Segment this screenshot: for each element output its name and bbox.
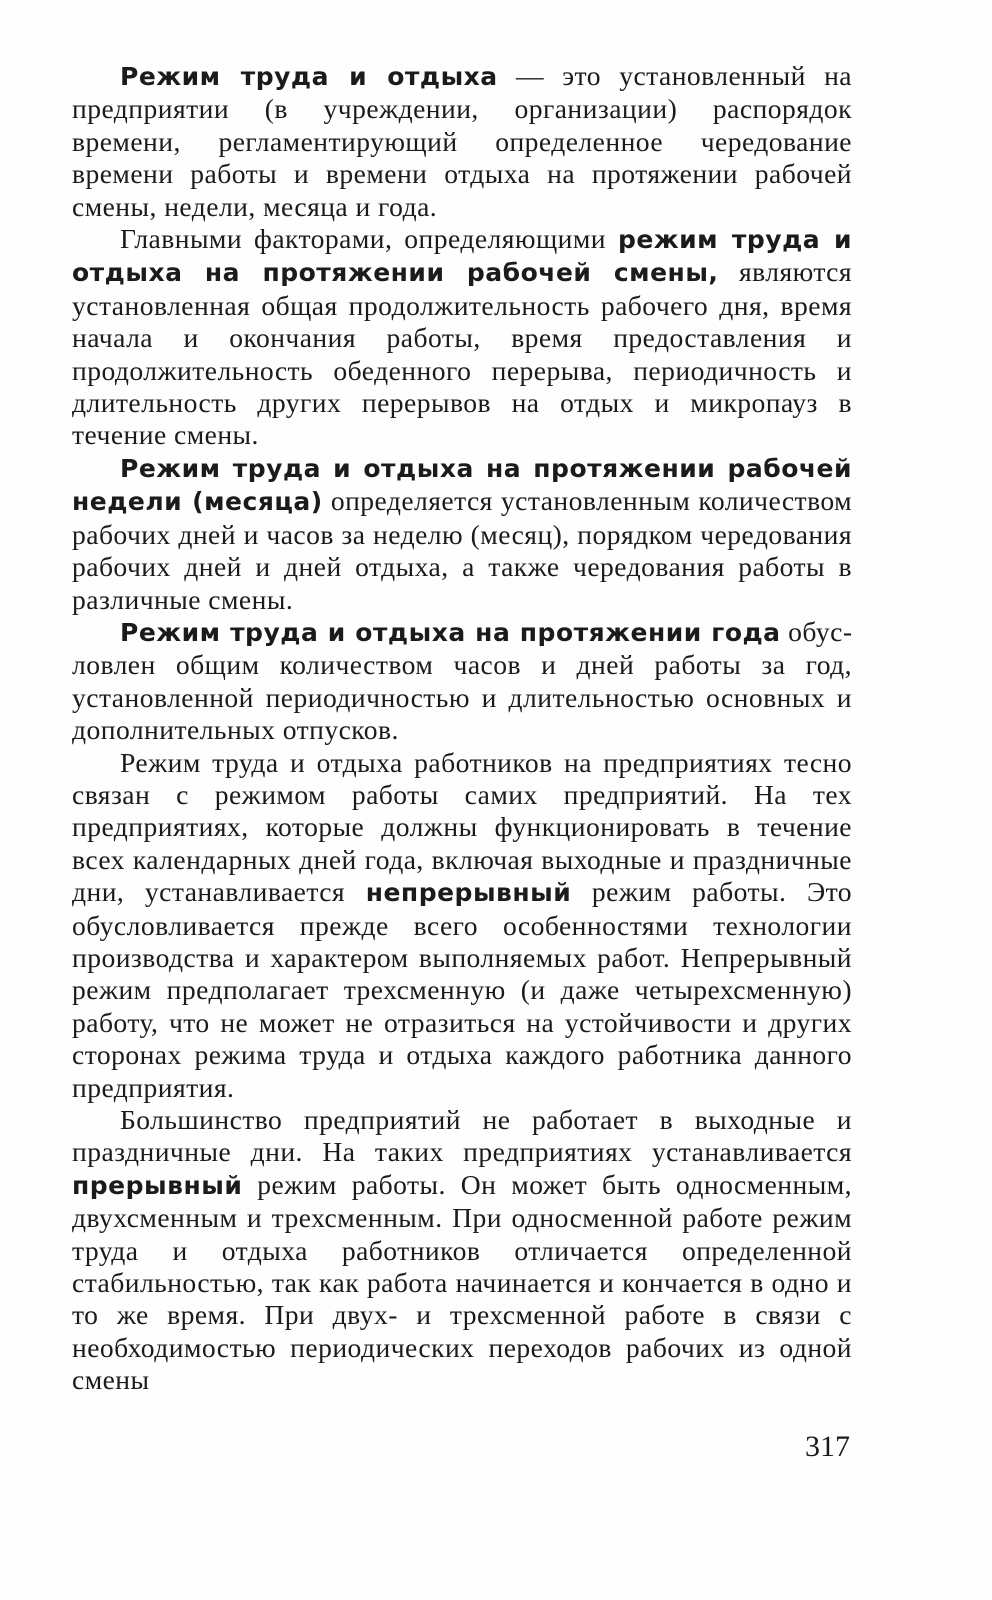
bold-term: Режим труда и отдыха <box>120 62 498 91</box>
body-text <box>72 60 852 1397</box>
text-run: Режим труда и отдыха работников на предприятиях тесно связан с режимом работы самих предприятий. На тех предприятиях, которые должны функционировать в течение всех календарных дней года, включая выходные и праздничные дни, устанавливается <box>72 746 852 908</box>
paragraph-6 <box>72 1104 852 1397</box>
bold-term: Режим труда и отдыха на протяжении рабочей недели (месяца) <box>72 453 852 517</box>
paragraph-1 <box>72 60 852 223</box>
bold-term: режим труда и отдыха на протяжении рабочей смены, <box>72 225 852 288</box>
bold-term: Режим труда и отдыха на протяжении года <box>120 617 781 647</box>
text-run: режим работы. Он может быть односменным, двухсменным и трехсменным. При односменной работе режим труда и отдыха работников отличается определенной стабильностью, так как работа начинается и кончается в одно и то же время. При двух- и трехсменной работе в связи с необходимостью периодических переходов рабочих из одной смены <box>72 1168 852 1396</box>
text-run: являются установленная общая продолжительность рабочего дня, время начала и окончания работы, время предоставления и продолжительность обеденного перерыва, периодичность и длительность других перерывов на отдых и микропауз в течение смены. <box>72 256 853 451</box>
text-run: — это установленный на предприятии (в учреждении, организации) распорядок времени, регламентирующий определенное чередование времени работы и времени отдыха на протяжении рабочей смены, недели, месяца и года. <box>72 60 853 222</box>
bold-term: непрерывный <box>365 878 572 908</box>
text-run: обусловлен общим количеством часов и дней работы за год, установленной периодичностью и длительностью основных и дополнительных отпусков. <box>72 615 853 746</box>
text-run: определяется установленным количеством рабочих дней и часов за неделю (месяц), порядком чередования рабочих дней и дней отдыха, а также чередования работы в различные смены. <box>72 485 852 615</box>
page-number: 317 <box>805 1430 850 1463</box>
paragraph-4 <box>72 616 852 747</box>
text-run: Большинство предприятий не работает в выходные и праздничные дни. На таких предприятиях устанавливается <box>72 1104 852 1168</box>
bold-term: прерывный <box>72 1170 243 1200</box>
paragraph-2 <box>72 223 852 452</box>
text-run: Главными факторами, определяющими <box>120 223 618 255</box>
text-run: режим работы. Это обусловливается прежде всего особенностями технологии производства и характером выполняемых работ. Непрерывный режим предполагает трехсменную (и даже четырехсменную) работу, что не может не отразиться на устойчивости и других сторонах режима труда и отдыха каждого работника данного предприятия. <box>72 876 852 1103</box>
paragraph-3 <box>72 452 852 616</box>
paragraph-5 <box>72 747 852 1104</box>
